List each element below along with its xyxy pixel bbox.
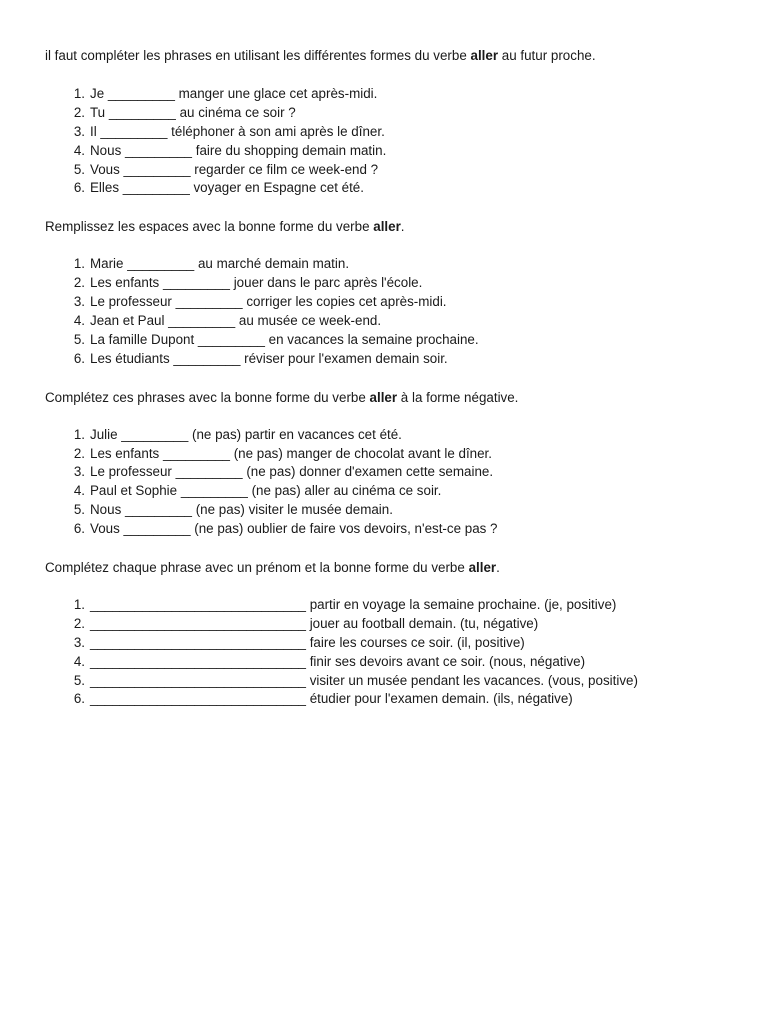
exercise-2-instruction: Remplissez les espaces avec la bonne forme du verbe aller. — [45, 219, 405, 235]
list-item: 3. Il _________ téléphoner à son ami après le dîner. — [73, 123, 385, 139]
list-item: 3. Le professeur _________ corriger les copies cet après-midi. — [73, 294, 447, 310]
exercise-3 — [45, 388, 768, 539]
exercise-2-list — [45, 255, 768, 368]
exercise-1 — [45, 46, 768, 198]
list-item: 4. Nous _________ faire du shopping demain matin. — [73, 142, 387, 158]
exercise-3-list — [45, 426, 768, 539]
list-item: 5. Nous _________ (ne pas) visiter le musée demain. — [73, 502, 393, 518]
exercise-4-instruction: Complétez chaque phrase avec un prénom et la bonne forme du verbe aller. — [45, 560, 500, 576]
list-item: 4. _____________________________ finir ses devoirs avant ce soir. (nous, négative) — [73, 653, 586, 669]
exercise-4 — [45, 558, 768, 709]
list-item: 3. _____________________________ faire les courses ce soir. (il, positive) — [73, 634, 525, 650]
list-item: 6. _____________________________ étudier pour l'examen demain. (ils, négative) — [73, 691, 573, 707]
list-item: 1. Julie _________ (ne pas) partir en vacances cet été. — [73, 426, 402, 442]
exercise-2 — [45, 217, 768, 368]
list-item: 6. Elles _________ voyager en Espagne cet été. — [73, 180, 364, 196]
list-item: 5. Vous _________ regarder ce film ce week-end ? — [73, 161, 379, 177]
list-item: 2. _____________________________ jouer au football demain. (tu, négative) — [73, 615, 539, 631]
list-item: 5. La famille Dupont _________ en vacances la semaine prochaine. — [73, 331, 479, 347]
list-item: 2. Les enfants _________ jouer dans le parc après l'école. — [73, 275, 423, 291]
exercise-1-instruction: il faut compléter les phrases en utilisant les différentes formes du verbe aller au futur proche. — [45, 48, 596, 63]
list-item: 3. Le professeur _________ (ne pas) donner d'examen cette semaine. — [73, 464, 494, 480]
list-item: 5. _____________________________ visiter un musée pendant les vacances. (vous, positive) — [73, 672, 638, 688]
exercise-3-instruction: Complétez ces phrases avec la bonne forme du verbe aller à la forme négative. — [45, 389, 519, 405]
list-item: 6. Les étudiants _________ réviser pour l'examen demain soir. — [73, 350, 448, 366]
exercise-1-list — [45, 85, 768, 198]
list-item: 2. Les enfants _________ (ne pas) manger de chocolat avant le dîner. — [73, 445, 492, 461]
list-item: 2. Tu _________ au cinéma ce soir ? — [73, 104, 296, 120]
list-item: 4. Paul et Sophie _________ (ne pas) aller au cinéma ce soir. — [73, 483, 442, 499]
list-item: 4. Jean et Paul _________ au musée ce week-end. — [73, 313, 382, 329]
list-item: 1. Je _________ manger une glace cet après-midi. — [73, 86, 378, 101]
list-item: 6. Vous _________ (ne pas) oublier de faire vos devoirs, n'est-ce pas ? — [73, 521, 498, 537]
list-item: 1. Marie _________ au marché demain matin. — [73, 256, 350, 272]
list-item: 1. _____________________________ partir en voyage la semaine prochaine. (je, positive) — [73, 597, 617, 613]
exercise-4-list — [45, 596, 768, 709]
